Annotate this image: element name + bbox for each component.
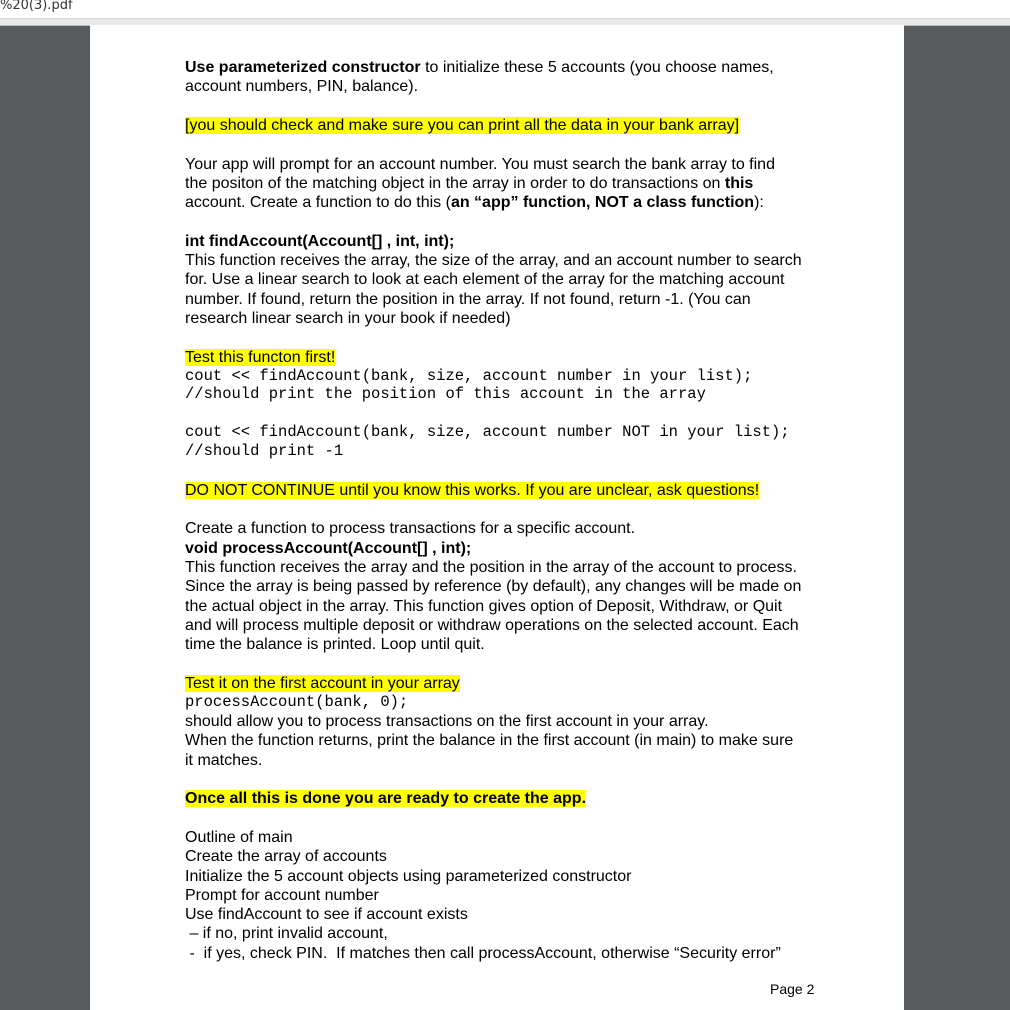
text: ): — [754, 194, 764, 211]
code-line: //should print -1 — [185, 442, 344, 460]
outline-line: Prompt for account number — [185, 887, 379, 904]
paragraph-find-line3: number. If found, return the position in the array. If not found, return -1. (You can — [185, 291, 751, 308]
outline-line: Use findAccount to see if account exists — [185, 906, 468, 923]
text: to initialize these 5 accounts (you choose names, — [420, 59, 774, 76]
paragraph-process-line1: This function receives the array and the position in the array of the account to process. — [185, 559, 797, 576]
paragraph-process-line4: and will process multiple deposit or withdraw operations on the selected account. Each — [185, 617, 799, 634]
highlight-text: Test it on the first account in your array — [185, 675, 460, 692]
paragraph-find-line2: for. Use a linear search to look at each element of the array for the matching account — [185, 271, 785, 288]
highlight-test-first-account — [185, 674, 460, 693]
window-titlebar — [0, 0, 1010, 19]
highlight-text: [you should check and make sure you can print all the data in your bank array] — [185, 117, 740, 134]
paragraph-process-line2: Since the array is being passed by reference (by default), any changes will be made on — [185, 578, 802, 595]
text: the positon of the matching object in the array in order to do transactions on — [185, 175, 725, 192]
outline-line: – if no, print invalid account, — [185, 925, 388, 942]
paragraph-test-line1: should allow you to process transactions on the first account in your array. — [185, 713, 709, 730]
bold-phrase: Use parameterized constructor — [185, 59, 421, 76]
signature-find-account — [185, 232, 454, 251]
signature-process-account — [185, 539, 471, 558]
outline-line: Create the array of accounts — [185, 848, 387, 865]
paragraph-test-line2: When the function returns, print the balance in the first account (in main) to make sure — [185, 732, 794, 749]
paragraph-process-intro: Create a function to process transactions for a specific account. — [185, 520, 636, 537]
paragraph-process-line3: the actual object in the array. This function gives option of Deposit, Withdraw, or Quit — [185, 598, 783, 615]
paragraph-test-line3: it matches. — [185, 752, 263, 769]
outline-line: - if yes, check PIN. If matches then call processAccount, otherwise “Security error” — [185, 945, 781, 962]
paragraph-prompt-line1: Your app will prompt for an account number. You must search the bank array to find — [185, 156, 775, 173]
highlight-test-first — [185, 348, 335, 367]
paragraph-prompt-line2 — [185, 174, 753, 193]
paragraph-find-line1: This function receives the array, the size of the array, and an account number to search — [185, 252, 802, 269]
paragraph-prompt-line3 — [185, 193, 764, 212]
paragraph-constructor-line2: account numbers, PIN, balance). — [185, 78, 419, 95]
window-title: %20(3).pdf — [0, 0, 73, 13]
highlight-check-array — [185, 116, 739, 135]
highlight-do-not-continue — [185, 481, 759, 500]
code-line: //should print the position of this account in the array — [185, 385, 706, 403]
text: account. Create a function to do this ( — [185, 194, 451, 211]
paragraph-find-line4: research linear search in your book if needed) — [185, 310, 511, 327]
outline-line: Initialize the 5 account objects using parameterized constructor — [185, 868, 632, 885]
bold-word: this — [724, 175, 754, 192]
pdf-page — [90, 25, 904, 1010]
code-line: processAccount(bank, 0); — [185, 693, 409, 711]
paragraph-process-line5: time the balance is printed. Loop until quit. — [185, 636, 485, 653]
highlight-text: Once all this is done you are ready to create the app. — [185, 790, 587, 807]
paragraph-constructor-line1 — [185, 58, 774, 77]
highlight-text: Test this functon first! — [185, 349, 336, 366]
highlight-ready — [185, 789, 586, 808]
highlight-text: DO NOT CONTINUE until you know this works. If you are unclear, ask questions! — [185, 482, 760, 499]
signature-text: void processAccount(Account[] , int); — [185, 540, 472, 557]
page-number: Page 2 — [770, 981, 815, 997]
outline-line: Outline of main — [185, 829, 293, 846]
bold-phrase: an “app” function, NOT a class function — [450, 194, 755, 211]
code-line: cout << findAccount(bank, size, account number NOT in your list); — [185, 423, 790, 441]
code-line: cout << findAccount(bank, size, account number in your list); — [185, 367, 753, 385]
signature-text: int findAccount(Account[] , int, int); — [185, 233, 455, 250]
